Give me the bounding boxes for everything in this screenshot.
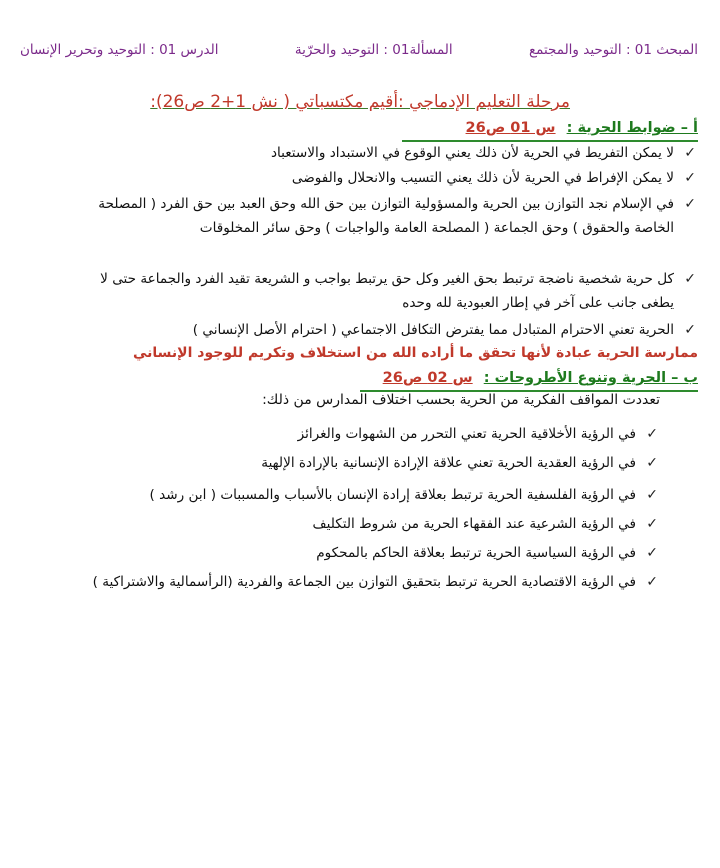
section-b-heading: [383, 370, 698, 386]
list-item: ✓ لا يمكن الإفراط في الحرية لأن ذلك يعني التسيب والانحلال والفوضى: [76, 166, 696, 190]
list-item: ✓ في الرؤية الفلسفية الحرية ترتبط بعلاقة إرادة الإنسان بالأسباب والمسببات ( ابن رشد ): [68, 483, 658, 507]
highlight-statement: ممارسة الحرية عبادة لأنها تحقق ما أراده الله من استخلاف وتكريم للوجود الإنساني: [133, 345, 698, 361]
check-icon: ✓: [646, 516, 658, 532]
section-a-ref: س 01 ص26: [465, 120, 556, 136]
list-item: ✓ لا يمكن التفريط في الحرية لأن ذلك يعني الوقوع في الاستبداد والاستعباد: [76, 141, 696, 165]
section-b-intro: تعددت المواقف الفكرية من الحرية بحسب اختلاف المدارس من ذلك:: [262, 392, 660, 408]
check-icon: ✓: [646, 426, 658, 442]
section-b-label: ب – الحرية وتنوع الأطروحات :: [483, 370, 698, 386]
header-issue: المسألة01 : التوحيد والحرّية: [294, 42, 453, 58]
header-domain: المبحث 01 : التوحيد والمجتمع: [528, 42, 698, 58]
check-icon: ✓: [684, 271, 696, 287]
list-item: ✓ في الرؤية السياسية الحرية ترتبط بعلاقة الحاكم بالمحكوم: [68, 541, 658, 565]
check-icon: ✓: [684, 322, 696, 338]
check-icon: ✓: [684, 145, 696, 161]
check-icon: ✓: [684, 196, 696, 212]
check-icon: ✓: [646, 574, 658, 590]
page-header: [20, 38, 698, 62]
check-icon: ✓: [646, 545, 658, 561]
check-icon: ✓: [646, 487, 658, 503]
section-a-label: أ – ضوابط الحرية :: [566, 120, 698, 136]
list-item: ✓ الحرية تعني الاحترام المتبادل مما يفترض التكافل الاجتماعي ( احترام الأصل الإنساني ): [76, 318, 696, 342]
list-item: ✓ في الرؤية الاقتصادية الحرية ترتبط بتحقيق التوازن بين الجماعة والفردية (الرأسمالية والاشتراكية ): [58, 570, 658, 594]
check-icon: ✓: [646, 455, 658, 471]
list-item: ✓ في الرؤية العقدية الحرية تعني علاقة الإرادة الإنسانية بالإرادة الإلهية: [68, 451, 658, 475]
list-item: ✓ في الإسلام نجد التوازن بين الحرية والمسؤولية التوازن بين حق الله وحق العبد بين حق الفرد ( المصلحة الخاصة والحقوق ) وحق الجماعة ( المصلحة العامة والواجبات ) وحق سائر المخلوقات: [76, 192, 696, 240]
header-lesson: الدرس 01 : التوحيد وتحرير الإنسان: [20, 42, 219, 58]
list-item: ✓ في الرؤية الأخلاقية الحرية تعني التحرر من الشهوات والغرائز: [68, 422, 658, 446]
list-item: ✓ كل حرية شخصية ناضجة ترتبط بحق الغير وكل حق يرتبط بواجب و الشريعة تقيد الفرد والجماعة حتى لا يطغى جانب على آخر في إطار العبودية لله وحده: [76, 267, 696, 315]
page-title: مرحلة التعليم الإدماجي :أقيم مكتسباتي ( نش 1+2 ص26):: [150, 92, 570, 112]
check-icon: ✓: [684, 170, 696, 186]
list-item: ✓ في الرؤية الشرعية عند الفقهاء الحرية من شروط التكليف: [68, 512, 658, 536]
section-a-heading: [466, 120, 698, 136]
section-b-ref: س 02 ص26: [382, 370, 473, 386]
